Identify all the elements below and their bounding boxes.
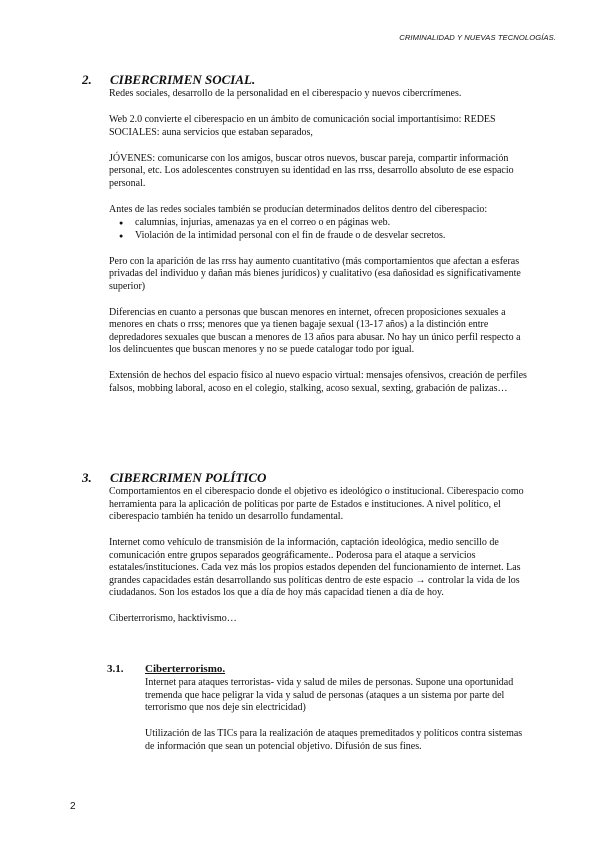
paragraph: Redes sociales, desarrollo de la personalidad en el ciberespacio y nuevos cibercrímenes. xyxy=(109,88,462,99)
paragraph: Utilización de las TICs para la realización de ataques premeditados y políticos contra sistemas de información que sean un potencial objetivo. Difusión de sus fines. xyxy=(145,728,523,752)
section-number: 2. xyxy=(82,72,92,87)
paragraph: Web 2.0 convierte el ciberespacio en un ámbito de comunicación social importantísimo: REDES SOCIALES: auna servicios que estaban separados, xyxy=(109,114,496,138)
paragraph: Internet como vehículo de transmisión de la información, captación ideológica, medio sencillo de comunicación entre grupos separados geográficamente.. Poderosa para el ataque a servicios estatales/instituciones. Cada vez más los propios estados dependen del funcionamiento de internet. Las grandes capacidades están desarrollando sus políticas dentro de este espacio → controlar la vida de los ciudadanos. Son los estados los que a día de hoy más capacidad tienen a día de hoy. xyxy=(109,537,521,598)
bullet-item: ● Violación de la intimidad personal con el fin de fraude o de desvelar secretos. xyxy=(109,230,527,243)
paragraph: Comportamientos en el ciberespacio donde el objetivo es ideológico o institucional. Ciberespacio como herramienta para la aplicación de políticas por parte de Estados e instituciones. A nivel político, el ciberespacio también ha tenido un desarrollo fundamental. xyxy=(109,486,524,522)
bullet-item: ● calumnias, injurias, amenazas ya en el correo o en páginas web. xyxy=(109,217,527,230)
subsection-title: Ciberterrorismo. xyxy=(145,663,226,675)
paragraph: Ciberterrorismo, hacktivismo… xyxy=(109,613,237,624)
running-header: CRIMINALIDAD Y NUEVAS TECNOLOGÍAS. xyxy=(399,33,556,42)
section-title: CIBERCRIMEN POLÍTICO xyxy=(110,470,267,485)
paragraph: Antes de las redes sociales también se producían determinados delitos dentro del ciberespacio: xyxy=(109,203,488,215)
paragraph: Internet para ataques terroristas- vida y salud de miles de personas. Supone una oportunidad tremenda que hace peligrar la vida y salud de personas (ataques a un sistema por parte del terrorismo que nos deje sin electricidad) xyxy=(145,677,514,713)
paragraph: Diferencias en cuanto a personas que buscan menores en internet, ofrecen proposiciones sexuales a menores en chats o rrss; menores que ya tienen bagaje sexual (13-17 años) a la distinción entre depredadores sexuales que buscan a menores de 13 años para abusar. No hay un único perfil respecto a los delincuentes que buscan menores y no se puede catalogar todo por igual. xyxy=(109,306,521,355)
paragraph: Pero con la aparición de las rrss hay aumento cuantitativo (más comportamientos que afectan a esferas privadas del individuo y dañan más bienes jurídicos) y cualitativo (esa dañosidad es significativamente superior) xyxy=(109,255,521,292)
paragraph: JÓVENES: comunicarse con los amigos, buscar otros nuevos, buscar pareja, compartir información personal, etc. Los adolescentes construyen su identidad en las rrss, desarrollo absoluto de ese espacio personal. xyxy=(109,152,514,189)
section-3-body xyxy=(109,486,527,639)
subsection-3-1-body xyxy=(145,677,529,767)
paragraph: Extensión de hechos del espacio físico al nuevo espacio virtual: mensajes ofensivos, creación de perfiles falsos, mobbing laboral, acoso en el colegio, stalking, acoso sexual, sexting, grabación de palizas… xyxy=(109,370,527,394)
subsection-number: 3.1. xyxy=(107,663,124,675)
section-title: CIBERCRIMEN SOCIAL. xyxy=(110,72,256,87)
section-2-body xyxy=(109,88,527,409)
page-number: 2 xyxy=(70,801,76,812)
section-number: 3. xyxy=(82,470,92,485)
bullet-list xyxy=(109,217,527,242)
